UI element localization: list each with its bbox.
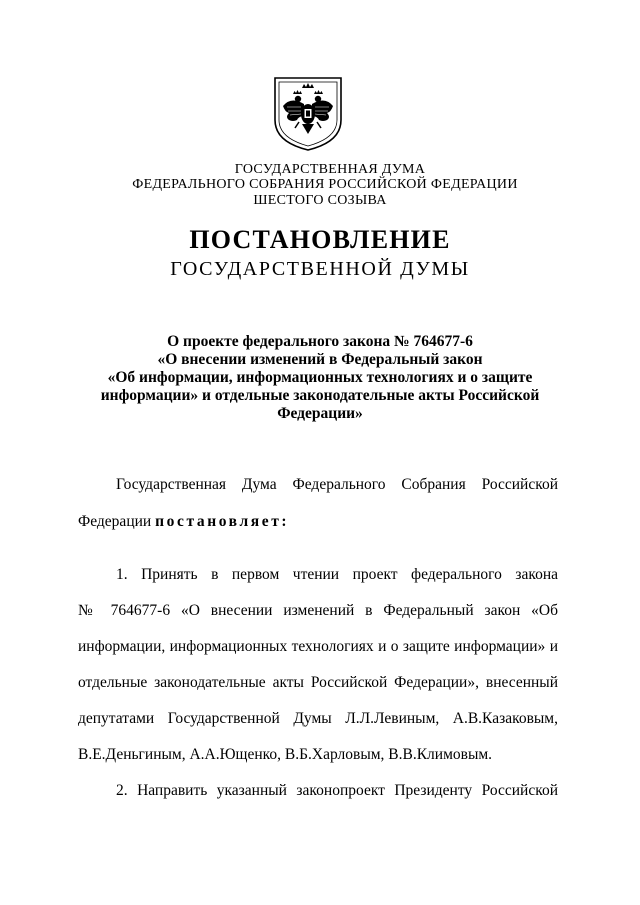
item1-line: отдельные законодательные акты Российской Федерации», внесенный xyxy=(78,674,558,691)
subject-line: «Об информации, информационных технологиях и о защите xyxy=(107,369,533,386)
intro-line: Государственная Дума Федерального Собрания Российской xyxy=(116,476,558,493)
coat-of-arms-icon xyxy=(271,76,345,152)
document-subject xyxy=(100,333,540,423)
subject-line: «О внесении изменений в Федеральный закон xyxy=(157,351,483,368)
item2-line: 2. Направить указанный законопроект Президенту Российской xyxy=(116,782,558,799)
subject-line: О проекте федерального закона № 764677-6 xyxy=(167,333,473,350)
intro-line-start: Федерации xyxy=(78,513,152,530)
resolves-word: постановляет: xyxy=(155,513,290,530)
subject-line: Федерации» xyxy=(277,405,363,422)
item1-line: В.Е.Деньгиным, А.А.Ющенко, В.Б.Харловым, В.В.Климовым. xyxy=(78,746,493,763)
header-line-convocation: ШЕСТОГО СОЗЫВА xyxy=(253,193,387,208)
intro-line-resolves xyxy=(78,513,558,531)
header-line-duma: ГОСУДАРСТВЕННАЯ ДУМА xyxy=(234,162,426,177)
document-title: ПОСТАНОВЛЕНИЕ xyxy=(189,225,451,254)
item1-line: № 764677-6 «О внесении изменений в Федеральный закон «Об xyxy=(78,602,558,619)
item1-line: 1. Принять в первом чтении проект федерального закона xyxy=(116,566,558,583)
document-subtitle: ГОСУДАРСТВЕННОЙ ДУМЫ xyxy=(170,258,470,280)
subject-line: информации» и отдельные законодательные акты Российской xyxy=(100,387,540,404)
header-line-assembly: ФЕДЕРАЛЬНОГО СОБРАНИЯ РОССИЙСКОЙ ФЕДЕРАЦИИ xyxy=(132,177,518,192)
item1-line: информации, информационных технологиях и о защите информации» и xyxy=(78,638,558,655)
item1-line: депутатами Государственной Думы Л.Л.Левиным, А.В.Казаковым, xyxy=(78,710,558,727)
